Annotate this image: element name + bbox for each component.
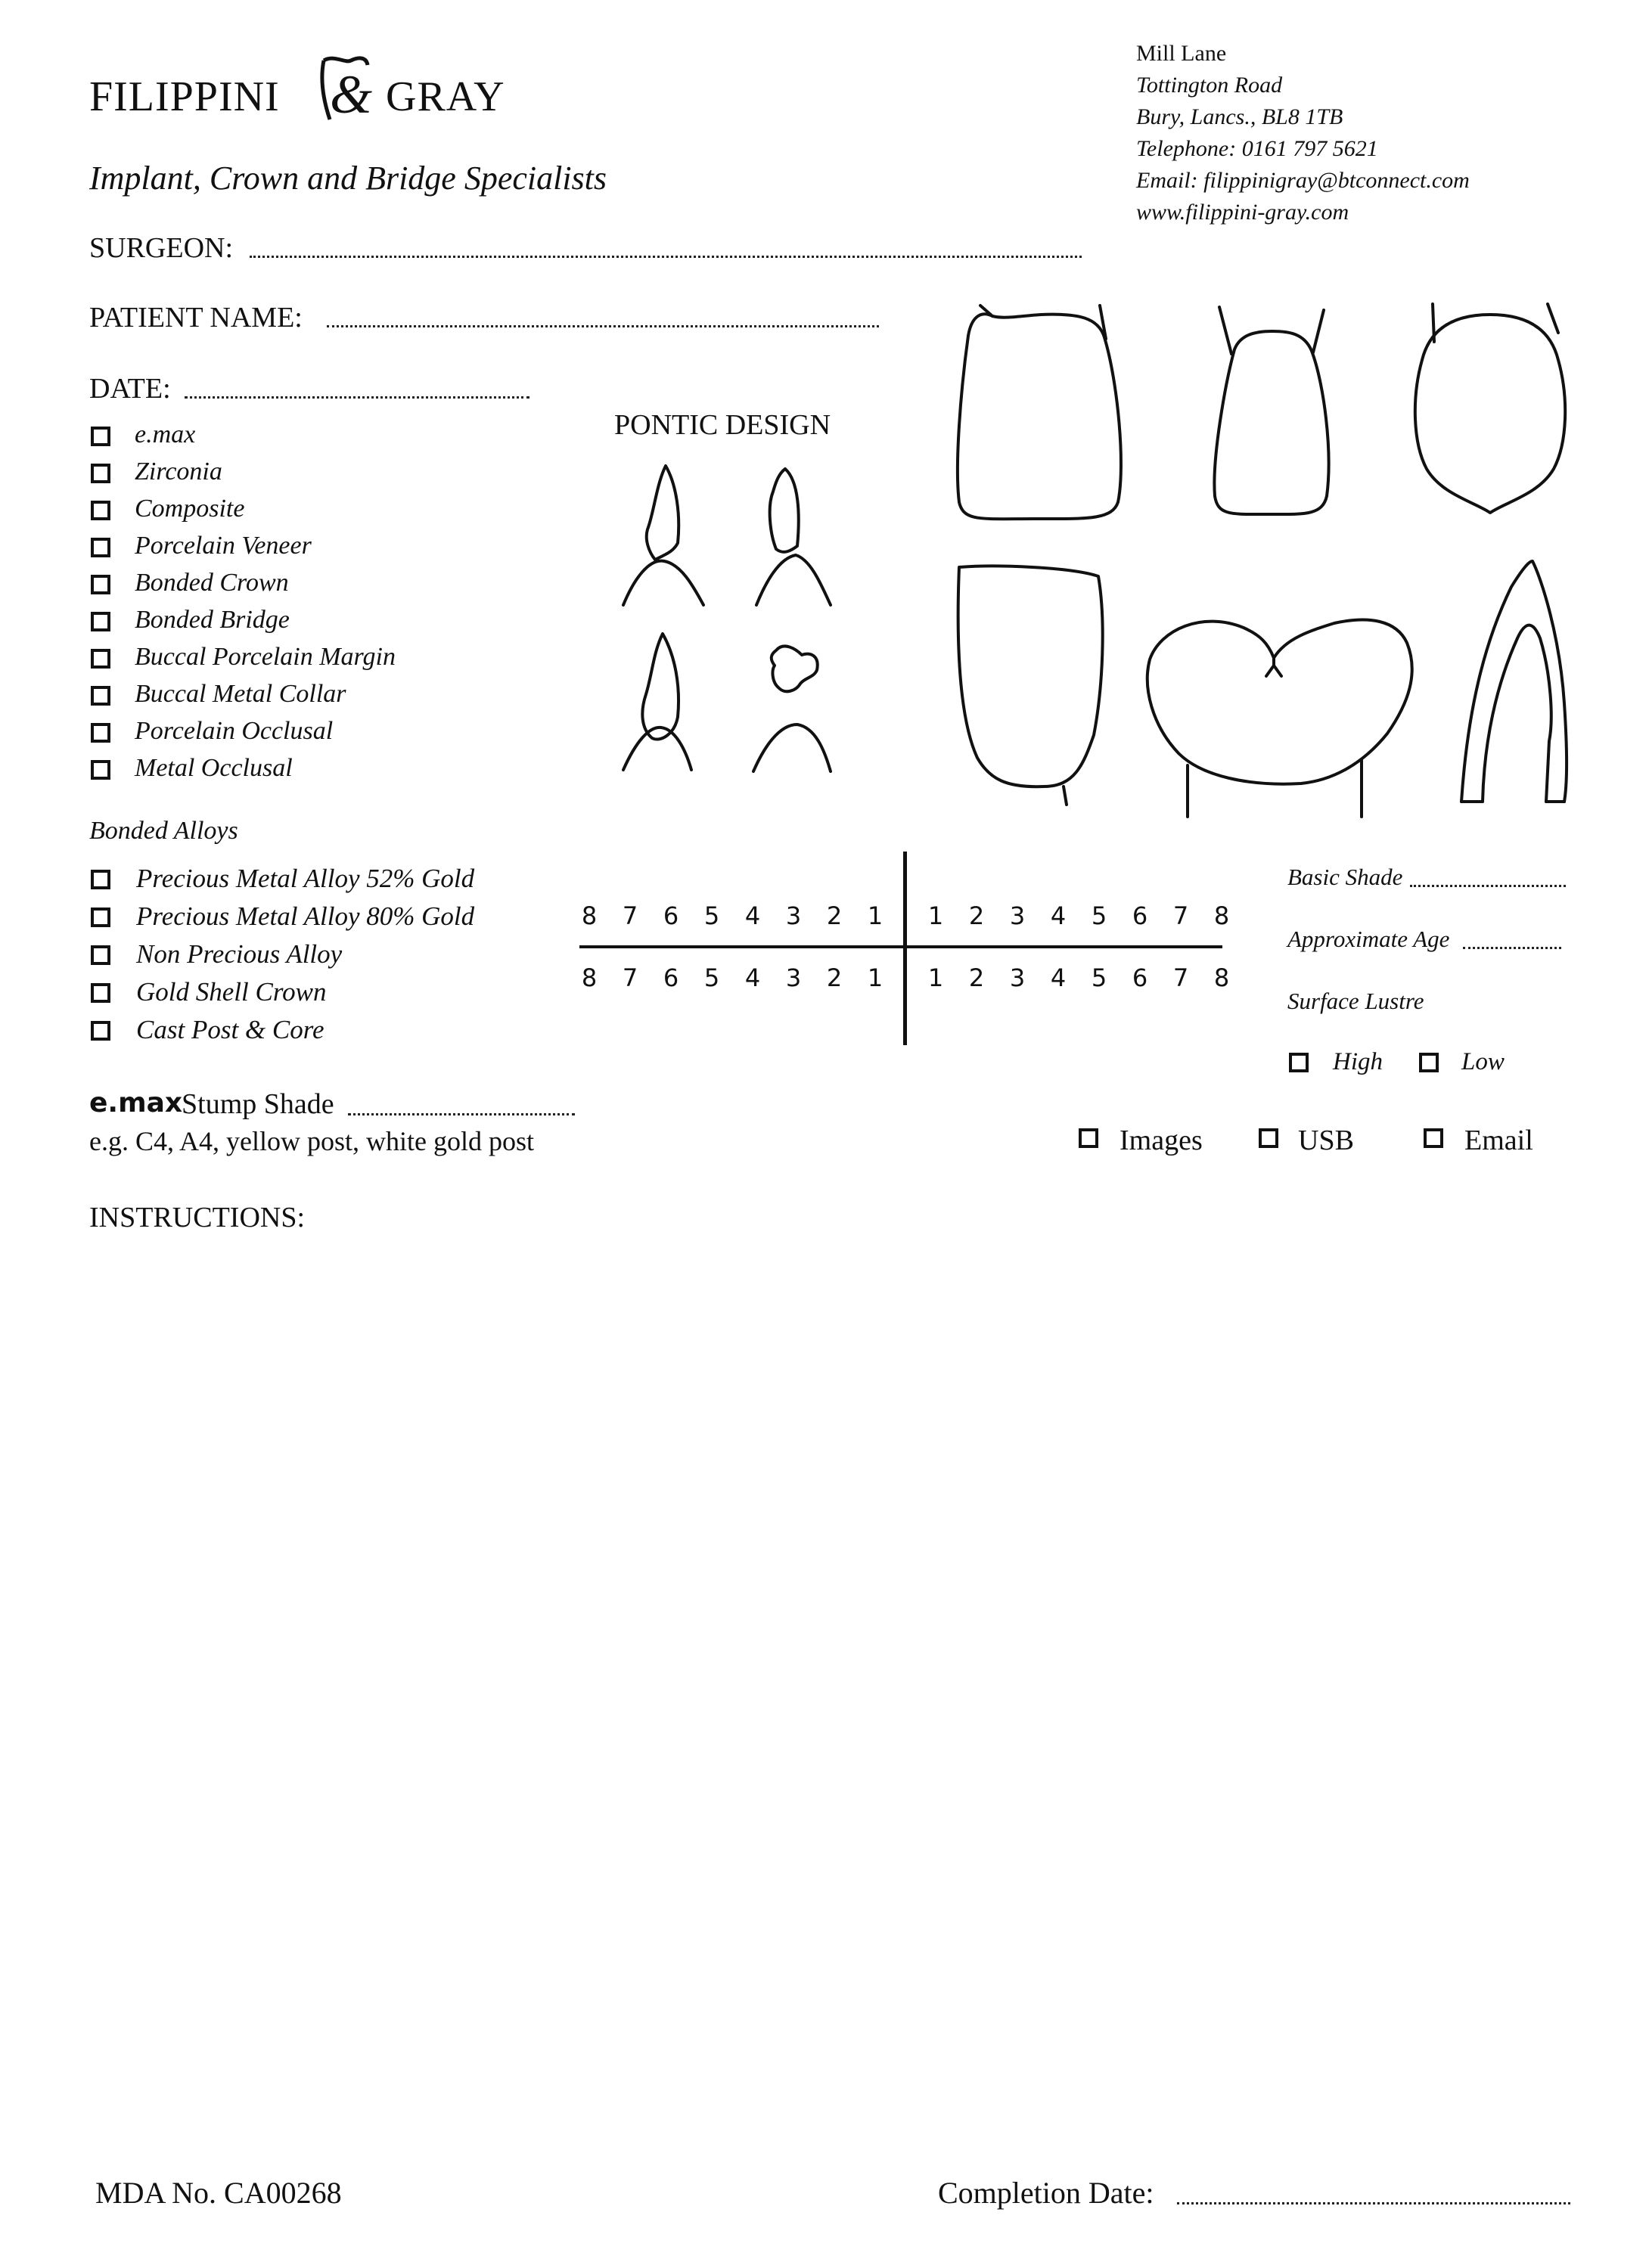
instructions-area[interactable]: [89, 1248, 1572, 2118]
patient-name-label: PATIENT NAME:: [89, 302, 303, 334]
completion-date-field[interactable]: [1177, 2199, 1570, 2204]
chart-horizontal-divider: [579, 945, 1222, 948]
tooth-number[interactable]: 8: [581, 901, 598, 930]
checkbox[interactable]: [1259, 1128, 1278, 1148]
lustre-high-label: High: [1333, 1048, 1383, 1075]
checkbox[interactable]: [91, 575, 110, 594]
tooth-number[interactable]: 5: [1091, 901, 1107, 930]
alloys-list: [91, 864, 560, 1060]
tooth-number[interactable]: 8: [1213, 901, 1230, 930]
checkbox[interactable]: [91, 686, 110, 706]
tooth-number[interactable]: 1: [927, 901, 944, 930]
stump-shade-emax: e.max: [89, 1087, 183, 1118]
tagline: Implant, Crown and Bridge Specialists: [89, 160, 607, 197]
address-line: Mill Lane: [1136, 41, 1227, 66]
approximate-age-label: Approximate Age: [1287, 926, 1450, 952]
material-label: Porcelain Veneer: [135, 532, 312, 560]
tooth-number[interactable]: 7: [1172, 963, 1189, 992]
logo-left-text: FILIPPINI: [89, 73, 280, 120]
alloy-label: Gold Shell Crown: [136, 977, 327, 1007]
stump-shade-label: Stump Shade: [182, 1088, 334, 1120]
tooth-number[interactable]: 7: [622, 901, 638, 930]
tooth-number[interactable]: 5: [703, 963, 720, 992]
email-label: Email: [1464, 1125, 1533, 1156]
tooth-number[interactable]: 6: [663, 901, 679, 930]
checkbox[interactable]: [91, 1021, 110, 1041]
tooth-number[interactable]: 2: [826, 901, 843, 930]
checkbox[interactable]: [91, 870, 110, 889]
tooth-number[interactable]: 3: [785, 963, 802, 992]
lustre-low-option[interactable]: [1419, 1048, 1533, 1081]
tooth-number[interactable]: 6: [663, 963, 679, 992]
tooth-logo-icon: [313, 53, 374, 121]
approximate-age-field[interactable]: [1463, 944, 1561, 949]
checkbox[interactable]: [91, 464, 110, 483]
mda-number: MDA No. CA00268: [95, 2176, 342, 2210]
tooth-number[interactable]: 5: [1091, 963, 1107, 992]
tooth-number[interactable]: 3: [785, 901, 802, 930]
usb-label: USB: [1298, 1125, 1354, 1156]
checkbox[interactable]: [1424, 1128, 1443, 1148]
material-label: Zirconia: [135, 458, 222, 486]
tooth-number[interactable]: 1: [867, 963, 884, 992]
tooth-number[interactable]: 6: [1132, 901, 1148, 930]
tooth-chart: [566, 852, 1247, 1048]
pontic-ridge-lap-diagram: [620, 461, 711, 613]
email-option[interactable]: [1424, 1124, 1560, 1157]
lateral-tooth-labial-outline: [1198, 299, 1349, 526]
tooth-number[interactable]: 5: [703, 901, 720, 930]
tooth-number[interactable]: 2: [968, 901, 985, 930]
material-label: e.max: [135, 420, 196, 448]
stump-shade: [89, 1087, 619, 1125]
logo: [89, 64, 528, 127]
logo-ampersand: &: [330, 64, 373, 125]
surgeon-field[interactable]: [250, 253, 1082, 258]
checkbox[interactable]: [91, 983, 110, 1003]
instructions-label: INSTRUCTIONS:: [89, 1202, 306, 1233]
checkbox[interactable]: [91, 723, 110, 743]
tooth-number[interactable]: 4: [1050, 901, 1067, 930]
chart-vertical-divider: [903, 852, 907, 1045]
address-line: Tottington Road: [1136, 73, 1283, 98]
material-label: Buccal Metal Collar: [135, 680, 346, 708]
tooth-number[interactable]: 8: [581, 963, 598, 992]
patient-name-field[interactable]: [327, 322, 879, 327]
lustre-low-label: Low: [1461, 1048, 1505, 1075]
tooth-number[interactable]: 4: [744, 901, 761, 930]
checkbox[interactable]: [91, 945, 110, 965]
tooth-number[interactable]: 3: [1009, 963, 1026, 992]
tooth-number[interactable]: 1: [867, 901, 884, 930]
material-label: Porcelain Occlusal: [135, 717, 334, 745]
tooth-number[interactable]: 2: [826, 963, 843, 992]
checkbox[interactable]: [1079, 1128, 1098, 1148]
anterior-tooth-labial-outline: [950, 299, 1132, 526]
bonded-alloys-title: Bonded Alloys: [89, 817, 238, 845]
alloy-label: Precious Metal Alloy 80% Gold: [136, 901, 475, 931]
pontic-hygienic-diagram: [749, 635, 855, 787]
logo-right-text: GRAY: [386, 73, 505, 120]
tooth-number[interactable]: 1: [927, 963, 944, 992]
images-option[interactable]: [1079, 1124, 1230, 1157]
tooth-number[interactable]: 6: [1132, 963, 1148, 992]
alloy-label: Non Precious Alloy: [136, 939, 343, 969]
tooth-number[interactable]: 3: [1009, 901, 1026, 930]
checkbox[interactable]: [91, 538, 110, 557]
pontic-ovate-diagram: [619, 629, 710, 780]
materials-list: [91, 420, 545, 799]
basic-shade-label: Basic Shade: [1287, 864, 1403, 890]
anterior-tooth-cross-section-outline: [1451, 552, 1587, 824]
checkbox[interactable]: [91, 908, 110, 927]
basic-shade-field[interactable]: [1410, 882, 1566, 887]
alloy-label: Precious Metal Alloy 52% Gold: [136, 864, 475, 893]
address-line: Bury, Lancs., BL8 1TB: [1136, 104, 1343, 129]
tooth-number[interactable]: 2: [968, 963, 985, 992]
address-block: [1136, 38, 1560, 228]
checkbox[interactable]: [1419, 1053, 1439, 1072]
material-label: Bonded Bridge: [135, 606, 290, 634]
surgeon-label: SURGEON:: [89, 232, 234, 264]
molar-occlusal-outline: [1399, 299, 1581, 526]
usb-option[interactable]: [1259, 1124, 1380, 1157]
checkbox[interactable]: [91, 612, 110, 631]
surface-lustre-label: Surface Lustre: [1287, 988, 1424, 1014]
pontic-design-title: PONTIC DESIGN: [614, 409, 831, 441]
alloy-label: Cast Post & Core: [136, 1015, 325, 1044]
email-address: Email: filippinigray@btconnect.com: [1136, 168, 1470, 193]
tooth-number[interactable]: 8: [1213, 963, 1230, 992]
completion-date-label: Completion Date:: [938, 2176, 1154, 2210]
tooth-number[interactable]: 4: [744, 963, 761, 992]
stump-shade-field[interactable]: [348, 1110, 575, 1115]
stump-shade-example: e.g. C4, A4, yellow post, white gold post: [89, 1126, 534, 1156]
checkbox[interactable]: [91, 501, 110, 520]
molar-crown-buccal-outline: [1135, 575, 1422, 817]
tooth-number[interactable]: 4: [1050, 963, 1067, 992]
tooth-number[interactable]: 7: [1172, 901, 1189, 930]
checkbox[interactable]: [91, 649, 110, 669]
material-label: Buccal Porcelain Margin: [135, 643, 396, 671]
material-label: Composite: [135, 495, 245, 523]
checkbox[interactable]: [1289, 1053, 1309, 1072]
telephone: Telephone: 0161 797 5621: [1136, 136, 1378, 161]
lustre-high-option[interactable]: [1289, 1048, 1402, 1081]
website: www.filippini-gray.com: [1136, 200, 1349, 225]
checkbox[interactable]: [91, 427, 110, 446]
anterior-tooth-proximal-outline: [950, 560, 1116, 832]
tooth-number[interactable]: 7: [622, 963, 638, 992]
material-label: Bonded Crown: [135, 569, 289, 597]
material-label: Metal Occlusal: [135, 754, 293, 782]
pontic-modified-ridge-lap-diagram: [749, 461, 840, 613]
date-field[interactable]: [185, 393, 529, 399]
images-label: Images: [1120, 1125, 1203, 1156]
checkbox[interactable]: [91, 760, 110, 780]
date-label: DATE:: [89, 373, 171, 405]
